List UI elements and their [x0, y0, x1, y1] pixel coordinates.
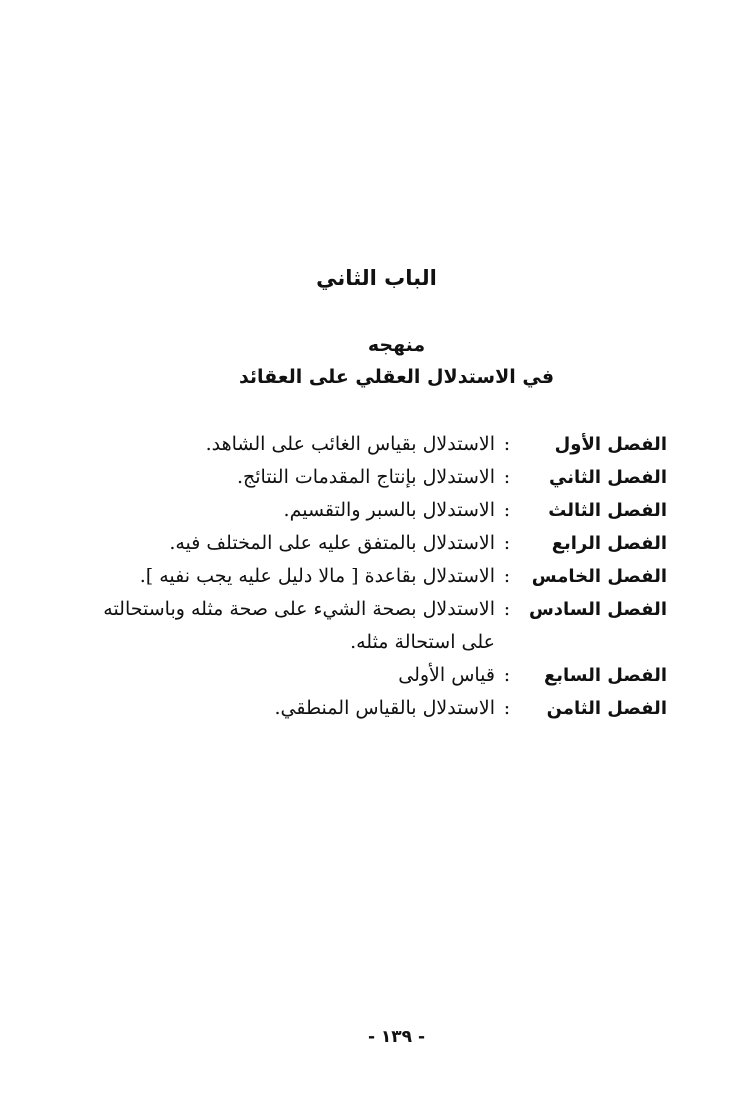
chapter-label: الفصل السابع — [543, 665, 667, 686]
part-title: الباب الثاني — [316, 266, 437, 290]
chapter-colon: : — [503, 697, 511, 719]
chapter-colon: : — [503, 565, 511, 587]
chapter-row — [77, 428, 667, 461]
chapter-label: الفصل الأول — [554, 434, 667, 455]
chapter-text: الاستدلال بالسبر والتقسيم. — [283, 499, 495, 521]
chapter-text: الاستدلال بصحة الشيء على صحة مثله وباستحالته على استحالة مثله. — [103, 598, 495, 653]
chapter-label: الفصل السادس — [528, 599, 667, 620]
chapter-colon: : — [503, 499, 511, 521]
chapter-row — [77, 494, 667, 527]
chapter-label: الفصل الخامس — [531, 566, 667, 587]
chapter-list — [77, 428, 667, 725]
chapter-text: قياس الأولى — [398, 664, 495, 686]
chapter-colon: : — [503, 466, 511, 488]
chapter-text: الاستدلال بالمتفق عليه على المختلف فيه. — [169, 532, 495, 554]
chapter-label: الفصل الرابع — [551, 533, 667, 554]
chapter-text: الاستدلال بقاعدة [ مالا دليل عليه يجب نفيه ]. — [139, 565, 495, 587]
chapter-colon: : — [503, 433, 511, 455]
topic-heading: في الاستدلال العقلي على العقائد — [238, 366, 555, 388]
chapter-row — [77, 692, 667, 725]
chapter-row — [77, 659, 667, 692]
chapter-label: الفصل الثامن — [546, 698, 667, 719]
chapter-colon: : — [503, 598, 511, 620]
chapter-label: الفصل الثالث — [548, 500, 667, 521]
chapter-row — [77, 461, 667, 494]
chapter-row — [77, 593, 667, 659]
method-heading: منهجه — [367, 334, 426, 356]
chapter-colon: : — [503, 664, 511, 686]
chapter-row — [77, 527, 667, 560]
chapter-colon: : — [503, 532, 511, 554]
page-number: - ١٣٩ - — [367, 1027, 426, 1047]
chapter-text: الاستدلال بإنتاج المقدمات النتائج. — [236, 466, 495, 488]
chapter-row — [77, 560, 667, 593]
chapter-text: الاستدلال بقياس الغائب على الشاهد. — [205, 433, 495, 455]
chapter-text: الاستدلال بالقياس المنطقي. — [274, 697, 495, 719]
chapter-label: الفصل الثاني — [549, 467, 667, 488]
